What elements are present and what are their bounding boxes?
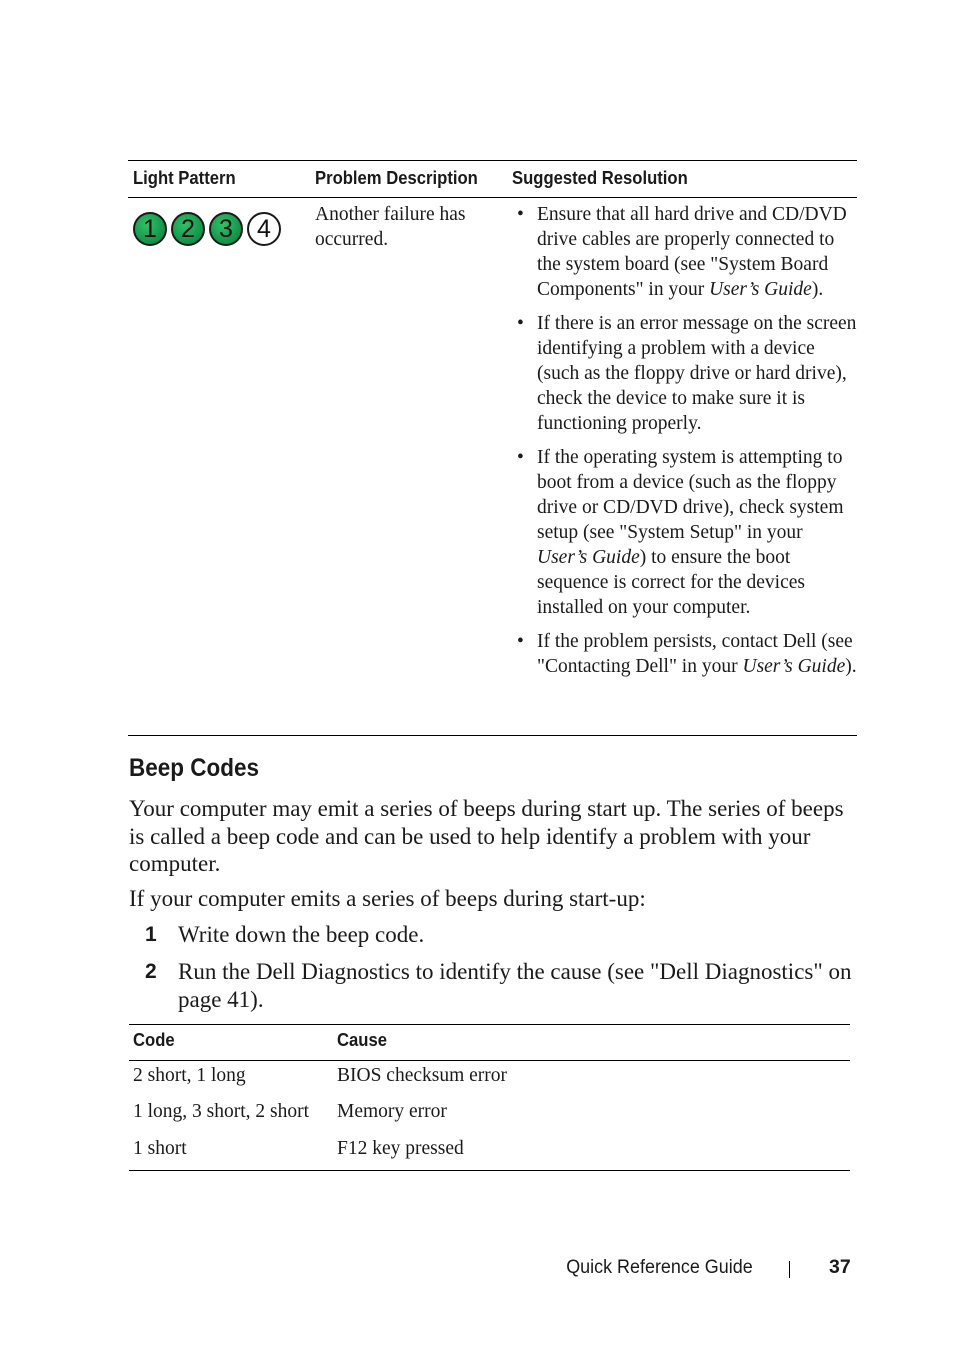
resolution-list	[517, 202, 857, 688]
table-bottom-rule	[128, 735, 857, 736]
table-header-row	[128, 161, 857, 197]
cause-cell: Memory error	[337, 1101, 447, 1122]
table-row	[128, 198, 857, 735]
diagnostic-light-2-icon: 2	[171, 212, 205, 246]
light-pattern-table	[128, 160, 857, 736]
diagnostic-light-1-icon: 1	[133, 212, 167, 246]
step-number: 2	[145, 960, 157, 983]
footer-separator	[789, 1261, 790, 1278]
cause-cell: BIOS checksum error	[337, 1065, 508, 1086]
diagnostic-light-4-icon: 4	[247, 212, 281, 246]
step-number: 1	[145, 923, 157, 946]
diagnostic-lights	[133, 212, 281, 246]
table-row	[129, 1065, 850, 1101]
intro-paragraph: Your computer may emit a series of beeps during start up. The series of beeps is called a beep code and can be used to help identify a problem with your computer.	[129, 796, 844, 876]
code-cell: 2 short, 1 long	[133, 1065, 246, 1086]
resolution-item: • If there is an error message on the screen identifying a problem with a device (such as the floppy drive or hard drive), check the device to make sure it is functioning properly.	[517, 311, 857, 436]
code-cell: 1 long, 3 short, 2 short	[133, 1101, 310, 1122]
page-number: 37	[829, 1256, 851, 1278]
diagnostic-light-3-icon: 3	[209, 212, 243, 246]
header-code: Code	[133, 1029, 175, 1050]
cause-cell: F12 key pressed	[337, 1138, 464, 1159]
header-cause: Cause	[337, 1029, 387, 1050]
code-cell: 1 short	[133, 1138, 187, 1159]
section-heading: Beep Codes	[129, 754, 260, 782]
table-row	[129, 1101, 850, 1137]
table-header-row	[129, 1025, 850, 1060]
problem-description: Another failure has occurred.	[315, 204, 466, 250]
table-row	[129, 1138, 850, 1174]
header-problem-description: Problem Description	[315, 167, 478, 188]
table-body	[129, 1061, 850, 1170]
resolution-item: • Ensure that all hard drive and CD/DVD drive cables are properly connected to the system board (see "System Board Components" in your User’s Guide).	[517, 202, 857, 302]
footer-title: Quick Reference Guide	[566, 1256, 753, 1278]
header-suggested-resolution: Suggested Resolution	[512, 167, 688, 188]
step-text: Write down the beep code.	[178, 922, 425, 947]
beep-code-table	[129, 1024, 850, 1171]
resolution-item: • If the operating system is attempting to boot from a device (such as the floppy drive or CD/DVD drive), check system setup (see "System Setup" in your User’s Guide) to ensure the boot sequence is correct for the devices installed on your computer.	[517, 445, 857, 620]
page-footer	[0, 1256, 954, 1282]
header-light-pattern: Light Pattern	[133, 167, 236, 188]
step-text: Run the Dell Diagnostics to identify the cause (see "Dell Diagnostics" on page 41).	[178, 959, 852, 1012]
resolution-item: • If the problem persists, contact Dell (see "Contacting Dell" in your User’s Guide).	[517, 629, 857, 679]
lead-paragraph: If your computer emits a series of beeps during start-up:	[129, 886, 646, 911]
